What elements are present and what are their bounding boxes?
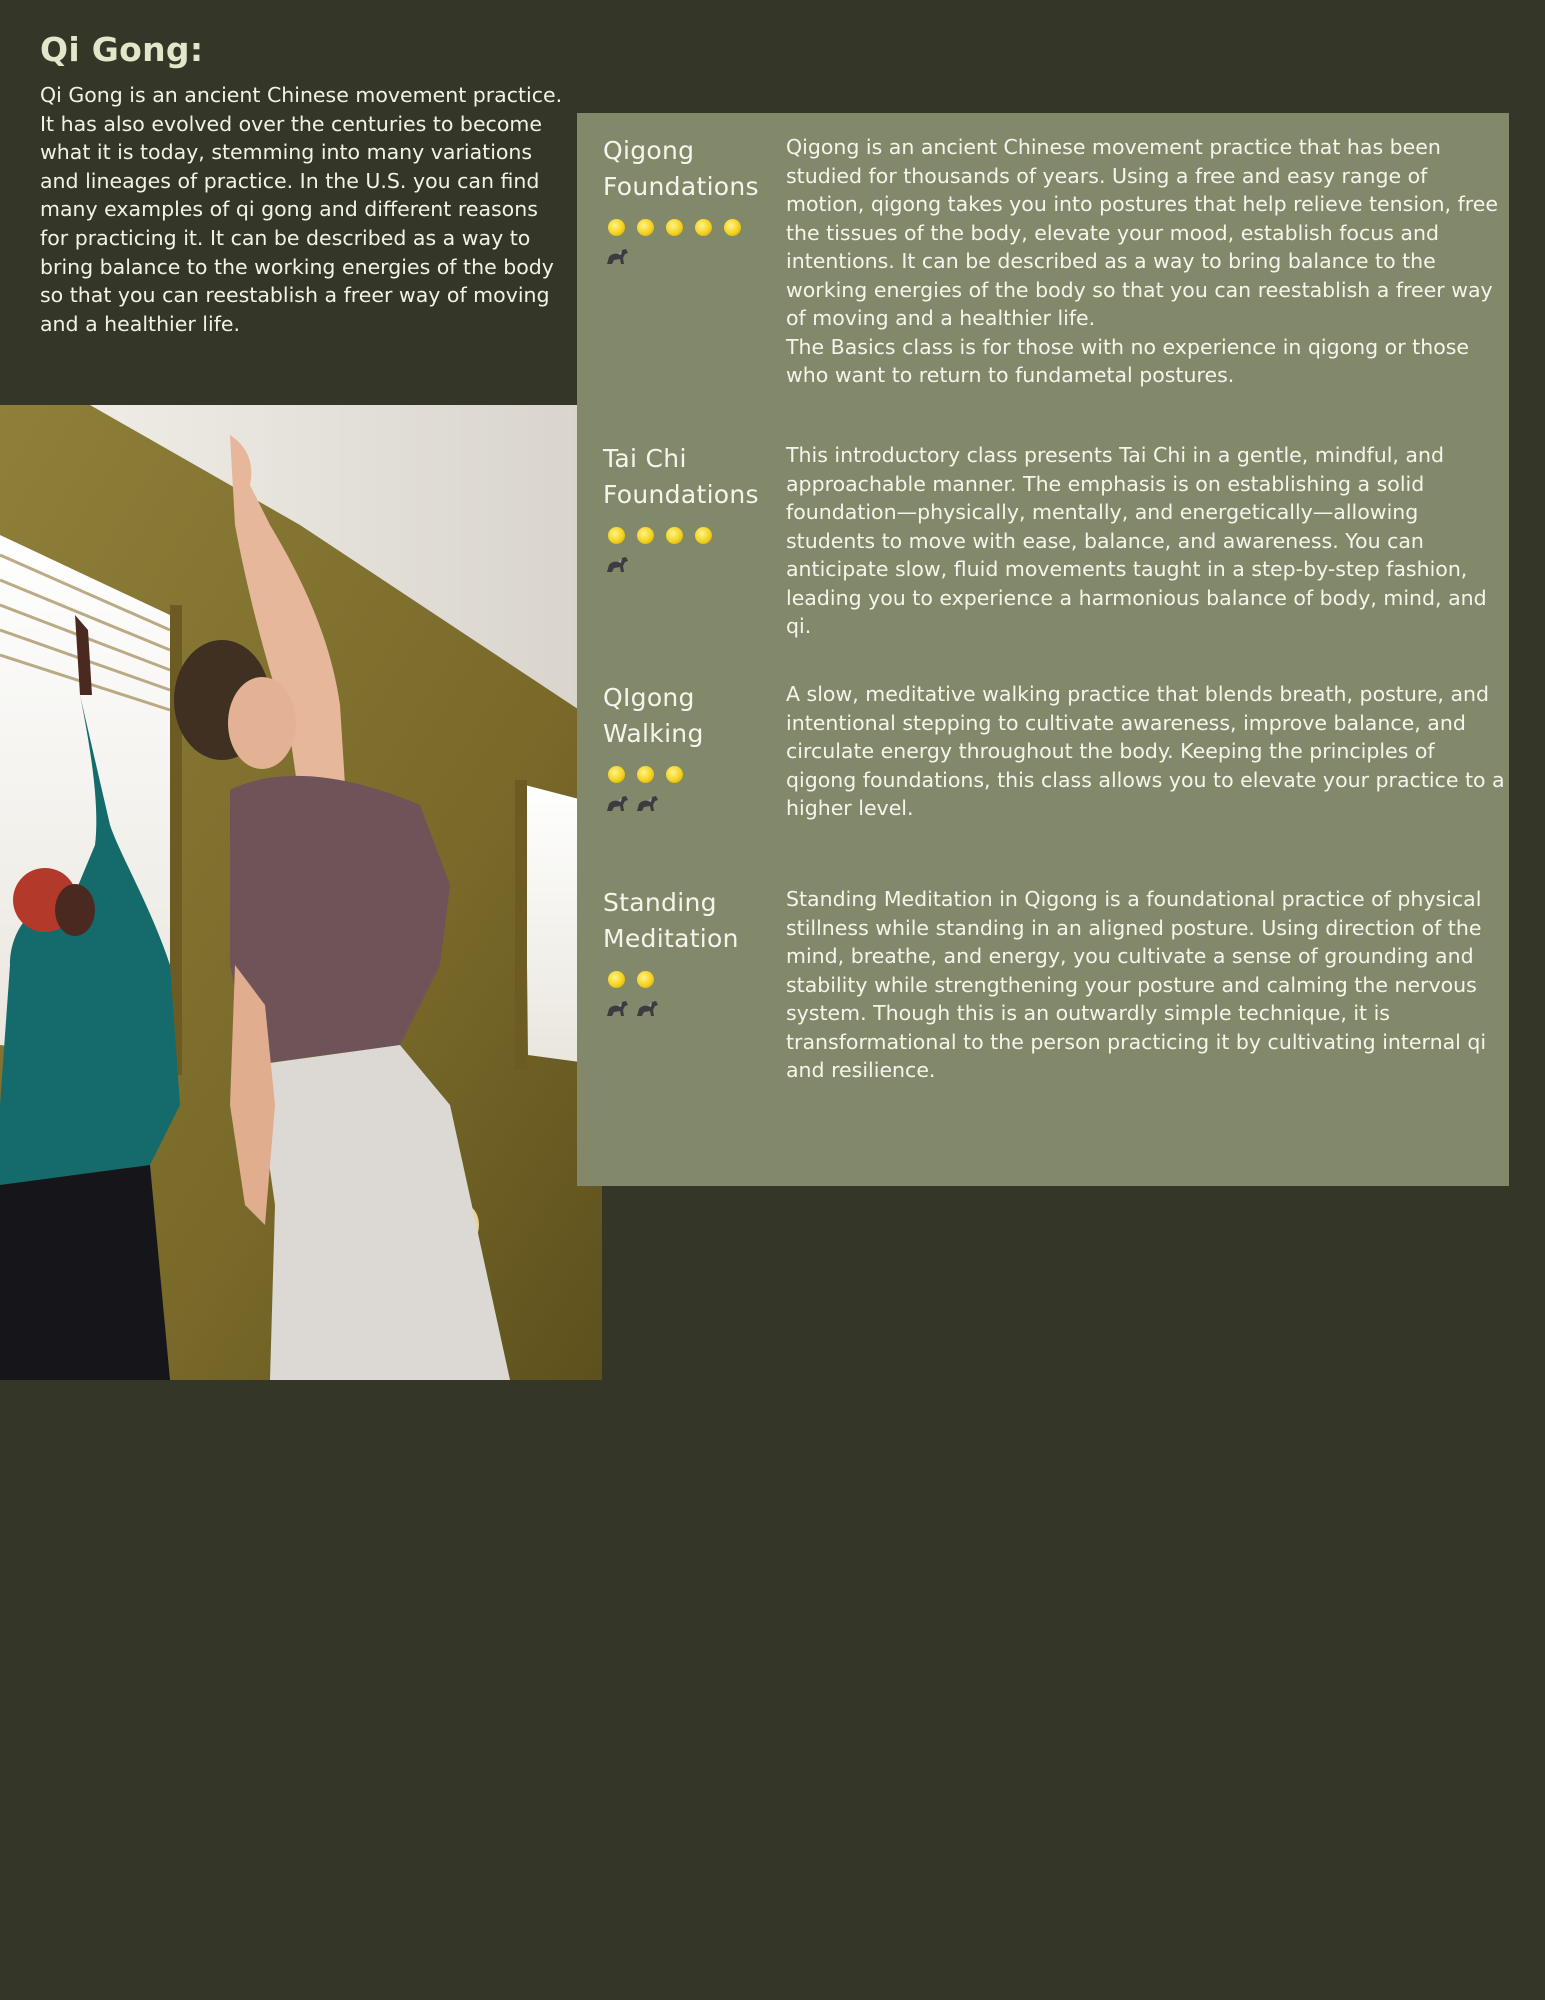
rating-icons	[603, 758, 773, 818]
sun-icon	[608, 766, 625, 783]
class-name-line1: Qigong	[603, 136, 695, 165]
sun-icon	[608, 219, 625, 236]
rating-icons	[603, 211, 773, 271]
sun-icon	[666, 527, 683, 544]
sun-icon	[637, 766, 654, 783]
class-description: This introductory class presents Tai Chi in a gentle, mindful, and approachable manner. The emphasis is on establishing a solid foundation—physically, mentally, and energetically—allowing students to move with ease, balance, and awareness. You can anticipate slow, fluid movements taught in a step-by-step fashion, leading you to experience a harmonious balance of body, mind, and qi.	[786, 443, 1487, 638]
class-name	[603, 885, 773, 1023]
class-description: Standing Meditation in Qigong is a foundational practice of physical stillness while standing in an aligned posture. Using direction of the mind, breathe, and energy, you cultivate a sense of grounding and stability while strengthening your posture and calming the nervous system. Though this is an outwardly simple technique, it is transformational to the person practicing it by cultivating internal qi and resilience.	[786, 887, 1487, 1082]
sun-icon	[724, 219, 741, 236]
sun-icon	[637, 527, 654, 544]
class-name	[603, 680, 773, 818]
sun-icon	[608, 971, 625, 988]
class-name	[603, 441, 773, 579]
class-name-line2: Foundations	[603, 480, 759, 509]
sun-icon	[637, 219, 654, 236]
intro-section	[40, 30, 570, 338]
rating-icons	[603, 519, 773, 579]
sun-icon	[666, 219, 683, 236]
horse-icon	[603, 793, 631, 815]
rating-icons	[603, 963, 773, 1023]
qigong-practice-photo	[0, 405, 602, 1380]
class-description	[786, 133, 1508, 390]
class-name-line1: QIgong	[603, 683, 695, 712]
class-description: A slow, meditative walking practice that blends breath, posture, and intentional stepping to cultivate awareness, improve balance, and circulate energy throughout the body. Keeping the principles of qigong foundations, this class allows you to elevate your practice to a higher level.	[786, 682, 1505, 820]
sun-icon	[637, 971, 654, 988]
class-description-main: Qigong is an ancient Chinese movement practice that has been studied for thousands of years. Using a free and easy range of motion, qigong takes you into postures that help relieve tension, free the tissues of the body, elevate your mood, establish focus and intentions. It can be described as a way to bring balance to the working energies of the body so that you can reestablish a freer way of moving and a healthier life.	[786, 135, 1499, 330]
horse-icon	[633, 998, 661, 1020]
class-name-line2: Foundations	[603, 172, 759, 201]
intro-paragraph: Qi Gong is an ancient Chinese movement practice. It has also evolved over the centuries to become what it is today, stemming into many variations and lineages of practice. In the U.S. you can find many examples of qi gong and different reasons for practicing it. It can be described as a way to bring balance to the working energies of the body so that you can reestablish a freer way of moving and a healthier life.	[40, 83, 563, 336]
sun-icon	[695, 527, 712, 544]
sun-icon	[695, 219, 712, 236]
classes-panel	[577, 113, 1509, 1186]
page-title: Qi Gong:	[40, 30, 204, 69]
class-name	[603, 133, 773, 271]
horse-icon	[603, 998, 631, 1020]
class-description-extra: The Basics class is for those with no experience in qigong or those who want to return to fundametal postures.	[786, 334, 1470, 387]
class-name-line1: Tai Chi	[603, 444, 687, 473]
class-name-line2: Meditation	[603, 924, 739, 953]
horse-icon	[603, 246, 631, 268]
horse-icon	[633, 793, 661, 815]
class-name-line2: Walking	[603, 719, 704, 748]
class-name-line1: Standing	[603, 888, 717, 917]
sun-icon	[608, 527, 625, 544]
horse-icon	[603, 554, 631, 576]
sun-icon	[666, 766, 683, 783]
